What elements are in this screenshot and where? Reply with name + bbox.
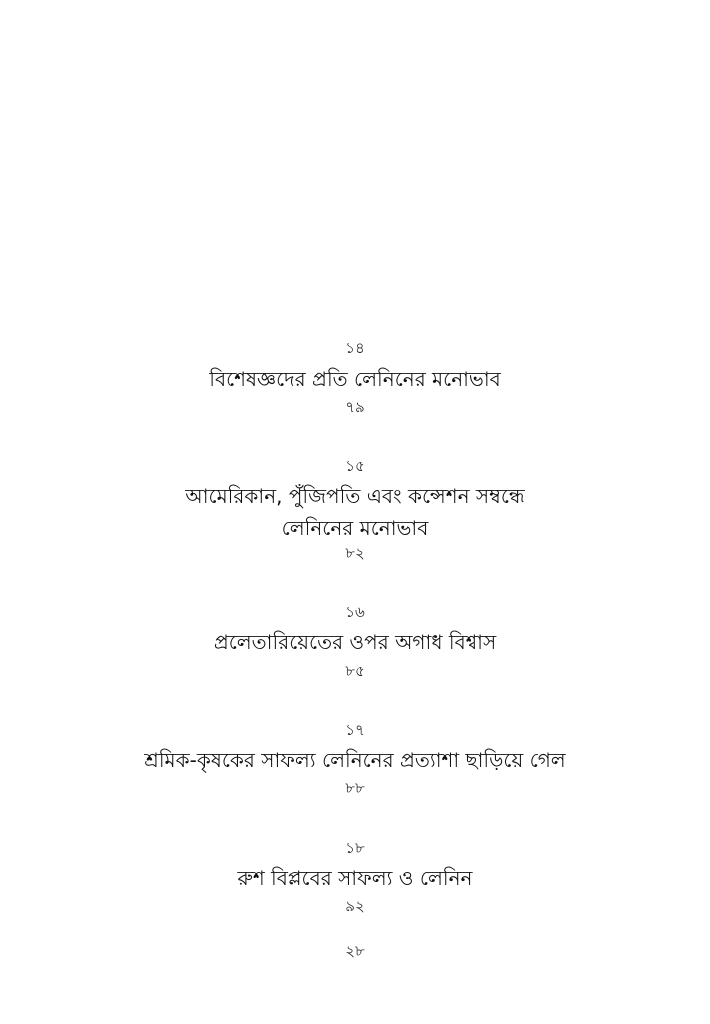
chapter-page-number: ৮৮ bbox=[345, 779, 365, 797]
chapter-page-number: ৯২ bbox=[345, 897, 365, 915]
chapter-number: ১৮ bbox=[345, 839, 365, 857]
chapter-title: আমেরিকান, পুঁজিপতি এবং কন্সেশন সম্বন্ধে bbox=[185, 484, 525, 508]
footer-page-number: ২৮ bbox=[345, 942, 365, 960]
chapter-number: ১৫ bbox=[345, 457, 365, 475]
chapter-page-number: ৭৯ bbox=[345, 398, 365, 416]
chapter-title: বিশেষজ্ঞদের প্রতি লেনিনের মনোভাব bbox=[209, 367, 501, 391]
chapter-title: প্রলেতারিয়েতের ওপর অগাধ বিশ্বাস bbox=[213, 630, 497, 654]
chapter-number: ১৭ bbox=[345, 721, 365, 739]
chapter-number: ১৬ bbox=[345, 603, 365, 621]
chapter-title: রুশ বিপ্লবের সাফল্য ও লেনিন bbox=[237, 866, 473, 890]
chapter-title-continued: লেনিনের মনোভাব bbox=[281, 516, 429, 540]
chapter-title: শ্রমিক-কৃষকের সাফল্য লেনিনের প্রত্যাশা ছাড়িয়ে গেল bbox=[144, 748, 566, 772]
chapter-number: ১৪ bbox=[345, 339, 365, 357]
chapter-page-number: ৮২ bbox=[345, 544, 365, 562]
chapter-page-number: ৮৫ bbox=[345, 662, 365, 680]
